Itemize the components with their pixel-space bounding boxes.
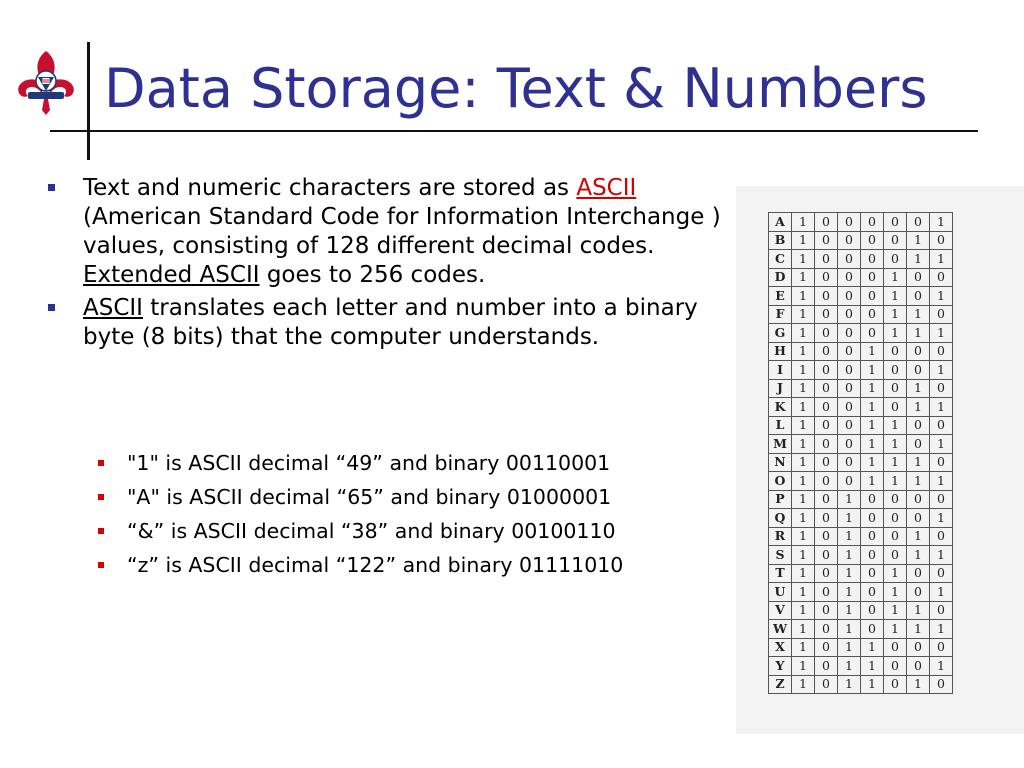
ascii-bit-cell: 0 — [838, 213, 861, 232]
ascii-row — [769, 546, 953, 565]
ascii-bit-cell: 0 — [930, 342, 953, 361]
ascii-bit-cell: 0 — [815, 527, 838, 546]
fleur-de-lis-logo-icon — [14, 48, 78, 120]
ascii-bit-cell: 1 — [792, 268, 815, 287]
extended-ascii-link[interactable]: Extended ASCII — [83, 262, 260, 288]
ascii-bit-cell: 1 — [907, 472, 930, 491]
ascii-bit-cell: 0 — [884, 379, 907, 398]
ascii-bit-cell: 1 — [838, 620, 861, 639]
ascii-bit-cell: 1 — [930, 546, 953, 565]
ascii-bit-cell: 1 — [907, 546, 930, 565]
ascii-bit-cell: 1 — [930, 509, 953, 528]
ascii-bit-cell: 0 — [884, 213, 907, 232]
ascii-bit-cell: 1 — [792, 490, 815, 509]
ascii-bit-cell: 0 — [930, 453, 953, 472]
ascii-bit-cell: 1 — [792, 546, 815, 565]
ascii-bit-cell: 1 — [907, 305, 930, 324]
ascii-bit-cell: 0 — [861, 213, 884, 232]
ascii-bit-cell: 1 — [838, 583, 861, 602]
ascii-bit-cell: 0 — [930, 379, 953, 398]
ascii-bit-cell: 1 — [792, 675, 815, 694]
ascii-bit-cell: 0 — [907, 583, 930, 602]
ascii-bit-cell: 0 — [907, 564, 930, 583]
ascii-bit-cell: 0 — [815, 231, 838, 250]
ascii-bit-cell: 0 — [838, 305, 861, 324]
ascii-bit-cell: 1 — [907, 601, 930, 620]
ascii-bit-cell: 0 — [815, 546, 838, 565]
ascii-bit-cell: 0 — [838, 398, 861, 417]
ascii-bit-cell: 1 — [861, 435, 884, 454]
ascii-bit-cell: 0 — [884, 638, 907, 657]
ascii-bit-cell: 1 — [838, 546, 861, 565]
ascii-bit-cell: 0 — [884, 657, 907, 676]
ascii-bit-cell: 1 — [838, 490, 861, 509]
ascii-row — [769, 324, 953, 343]
ascii-row — [769, 527, 953, 546]
ascii-bit-cell: 0 — [907, 342, 930, 361]
ascii-letter-cell: F — [769, 305, 792, 324]
title-vertical-rule — [87, 42, 90, 160]
ascii-bit-cell: 0 — [815, 268, 838, 287]
ascii-bit-cell: 0 — [815, 675, 838, 694]
ascii-bit-cell: 0 — [884, 398, 907, 417]
ascii-row — [769, 453, 953, 472]
ascii-bit-cell: 1 — [792, 379, 815, 398]
ascii-bit-cell: 0 — [815, 213, 838, 232]
ascii-bit-cell: 0 — [884, 527, 907, 546]
ascii-letter-cell: M — [769, 435, 792, 454]
ascii-bit-cell: 1 — [907, 398, 930, 417]
square-bullet-icon — [48, 304, 55, 311]
ascii-bit-cell: 0 — [907, 268, 930, 287]
sub-bullet-item: “z” is ASCII decimal “122” and binary 01111010 — [98, 548, 738, 582]
ascii-letter-cell: O — [769, 472, 792, 491]
ascii-bit-cell: 1 — [861, 472, 884, 491]
ascii-bit-cell: 0 — [930, 268, 953, 287]
ascii-bit-cell: 0 — [930, 416, 953, 435]
ascii-bit-cell: 1 — [792, 361, 815, 380]
ascii-bit-cell: 0 — [838, 268, 861, 287]
ascii-bit-cell: 0 — [861, 527, 884, 546]
ascii-bit-cell: 1 — [907, 231, 930, 250]
ascii-bit-cell: 1 — [884, 305, 907, 324]
ascii-bit-cell: 0 — [861, 287, 884, 306]
ascii-bit-cell: 1 — [838, 638, 861, 657]
ascii-bit-cell: 1 — [792, 287, 815, 306]
ascii-bit-cell: 1 — [861, 657, 884, 676]
ascii-bit-cell: 1 — [838, 509, 861, 528]
ascii-bit-cell: 1 — [792, 305, 815, 324]
ascii-letter-cell: E — [769, 287, 792, 306]
bullet-ascii-storage: Text and numeric characters are stored as ASCII (American Standard Code for Information Interchange ) values, consisting of 128 different decimal codes. Extended ASCII goes to 256 codes. — [48, 174, 738, 290]
ascii-bit-cell: 1 — [861, 453, 884, 472]
ascii-bit-cell: 1 — [792, 231, 815, 250]
ascii-letter-cell: G — [769, 324, 792, 343]
ascii-bit-cell: 0 — [838, 250, 861, 269]
ascii-bit-cell: 1 — [884, 472, 907, 491]
ascii-letter-cell: C — [769, 250, 792, 269]
ascii-bit-cell: 1 — [930, 583, 953, 602]
ascii-bit-cell: 1 — [907, 527, 930, 546]
ascii-row — [769, 620, 953, 639]
ascii-bit-cell: 0 — [838, 435, 861, 454]
ascii-bit-cell: 1 — [838, 675, 861, 694]
ascii-row — [769, 305, 953, 324]
ascii-bit-cell: 1 — [930, 324, 953, 343]
ascii-row — [769, 657, 953, 676]
ascii-bit-cell: 0 — [907, 287, 930, 306]
ascii-bit-cell: 1 — [861, 379, 884, 398]
ascii-letter-cell: I — [769, 361, 792, 380]
ascii-bit-cell: 0 — [815, 620, 838, 639]
ascii-bit-cell: 1 — [907, 453, 930, 472]
ascii-row — [769, 379, 953, 398]
ascii-bit-cell: 0 — [930, 527, 953, 546]
ascii-link[interactable]: ASCII — [576, 175, 637, 201]
ascii-bit-cell: 0 — [815, 638, 838, 657]
square-bullet-icon — [98, 494, 104, 500]
ascii-bit-cell: 0 — [930, 305, 953, 324]
ascii-letter-cell: Z — [769, 675, 792, 694]
ascii-bit-cell: 0 — [815, 398, 838, 417]
ascii-bit-cell: 0 — [815, 324, 838, 343]
ascii-row — [769, 472, 953, 491]
ascii-bit-cell: 1 — [884, 583, 907, 602]
ascii-bit-cell: 0 — [884, 490, 907, 509]
ascii-bit-cell: 0 — [884, 675, 907, 694]
ascii-row — [769, 416, 953, 435]
ascii-row — [769, 287, 953, 306]
ascii-row — [769, 213, 953, 232]
ascii-bit-cell: 1 — [930, 250, 953, 269]
ascii-bit-cell: 1 — [930, 435, 953, 454]
ascii-bit-cell: 1 — [792, 601, 815, 620]
ascii-bit-cell: 0 — [907, 509, 930, 528]
ascii-letter-cell: X — [769, 638, 792, 657]
ascii-row — [769, 675, 953, 694]
ascii-bit-cell: 0 — [861, 564, 884, 583]
ascii-bit-cell: 0 — [930, 564, 953, 583]
square-bullet-icon — [98, 460, 104, 466]
ascii-bit-cell: 0 — [907, 213, 930, 232]
ascii-bit-cell: 0 — [930, 490, 953, 509]
ascii-bit-cell: 0 — [815, 379, 838, 398]
ascii-bit-cell: 0 — [815, 490, 838, 509]
ascii-bit-cell: 0 — [838, 361, 861, 380]
ascii-bit-cell: 1 — [792, 342, 815, 361]
ascii-bit-cell: 0 — [930, 601, 953, 620]
ascii-bit-cell: 0 — [861, 490, 884, 509]
ascii-bit-cell: 0 — [815, 435, 838, 454]
ascii-row — [769, 509, 953, 528]
ascii-bit-cell: 1 — [884, 564, 907, 583]
ascii-bit-cell: 0 — [861, 324, 884, 343]
ascii-row — [769, 342, 953, 361]
square-bullet-icon — [98, 562, 104, 568]
ascii-bit-cell: 1 — [884, 601, 907, 620]
ascii-letter-cell: A — [769, 213, 792, 232]
ascii-bit-cell: 0 — [907, 490, 930, 509]
ascii-bit-cell: 1 — [907, 250, 930, 269]
ascii-letter-cell: J — [769, 379, 792, 398]
ascii-bit-cell: 1 — [792, 472, 815, 491]
ascii-bit-cell: 0 — [861, 250, 884, 269]
ascii-bit-cell: 0 — [907, 657, 930, 676]
ascii-bit-cell: 0 — [815, 472, 838, 491]
square-bullet-icon — [98, 528, 104, 534]
ascii-bit-cell: 0 — [861, 231, 884, 250]
ascii-bit-cell: 1 — [838, 564, 861, 583]
ascii-letter-cell: H — [769, 342, 792, 361]
ascii-bit-cell: 1 — [792, 509, 815, 528]
ascii-bit-cell: 0 — [838, 342, 861, 361]
ascii-bit-cell: 1 — [884, 416, 907, 435]
ascii-bit-cell: 1 — [884, 268, 907, 287]
ascii-letter-cell: Y — [769, 657, 792, 676]
ascii-bit-cell: 1 — [792, 564, 815, 583]
ascii-bit-cell: 0 — [930, 638, 953, 657]
ascii-bit-cell: 0 — [815, 287, 838, 306]
ascii-bit-cell: 0 — [884, 361, 907, 380]
ascii-bit-cell: 0 — [838, 453, 861, 472]
ascii-letter-cell: V — [769, 601, 792, 620]
ascii-letter-cell: B — [769, 231, 792, 250]
ascii-bit-cell: 0 — [861, 546, 884, 565]
ascii-letter-cell: S — [769, 546, 792, 565]
main-bullet-list — [48, 174, 738, 356]
ascii-row — [769, 250, 953, 269]
ascii-row — [769, 361, 953, 380]
ascii-bit-cell: 1 — [930, 361, 953, 380]
ascii-bit-cell: 0 — [838, 416, 861, 435]
ascii-bit-cell: 0 — [884, 342, 907, 361]
ascii-bit-cell: 0 — [907, 416, 930, 435]
ascii-bit-cell: 1 — [884, 453, 907, 472]
ascii-bit-cell: 1 — [907, 675, 930, 694]
ascii-letter-cell: L — [769, 416, 792, 435]
bullet-ascii-translation: ASCII translates each letter and number into a binary byte (8 bits) that the computer understands. — [48, 294, 738, 352]
ascii-bit-cell: 0 — [907, 361, 930, 380]
ascii-bit-cell: 0 — [815, 564, 838, 583]
ascii-bit-cell: 0 — [884, 546, 907, 565]
ascii-bit-cell: 0 — [815, 361, 838, 380]
ascii-bit-cell: 1 — [884, 324, 907, 343]
ascii-bit-cell: 0 — [884, 509, 907, 528]
ascii-bit-cell: 1 — [838, 657, 861, 676]
ascii-bit-cell: 1 — [792, 657, 815, 676]
ascii-bit-cell: 0 — [838, 472, 861, 491]
ascii-letter-cell: D — [769, 268, 792, 287]
ascii-bit-cell: 1 — [792, 250, 815, 269]
ascii-bit-cell: 1 — [792, 453, 815, 472]
ascii-row — [769, 564, 953, 583]
ascii-bit-cell: 0 — [815, 601, 838, 620]
ascii-bit-cell: 1 — [907, 379, 930, 398]
ascii-bit-cell: 0 — [930, 231, 953, 250]
ascii-bit-cell: 1 — [792, 324, 815, 343]
sub-bullet-item: “&” is ASCII decimal “38” and binary 00100110 — [98, 514, 738, 548]
square-bullet-icon — [48, 184, 55, 191]
ascii-bit-cell: 1 — [861, 638, 884, 657]
ascii-bit-cell: 0 — [838, 324, 861, 343]
ascii-row — [769, 638, 953, 657]
ascii-bit-cell: 1 — [792, 416, 815, 435]
ascii-bit-cell: 1 — [930, 398, 953, 417]
ascii-bit-cell: 0 — [861, 268, 884, 287]
ascii-bit-cell: 1 — [792, 213, 815, 232]
title-horizontal-rule — [50, 130, 978, 132]
ascii-row — [769, 601, 953, 620]
ascii-row — [769, 583, 953, 602]
ascii-bit-cell: 0 — [815, 250, 838, 269]
ascii-letter-cell: K — [769, 398, 792, 417]
ascii-bit-cell: 0 — [861, 620, 884, 639]
ascii-bit-cell: 1 — [792, 583, 815, 602]
ascii-bit-cell: 1 — [884, 287, 907, 306]
ascii-bit-cell: 0 — [838, 379, 861, 398]
ascii-bit-cell: 1 — [792, 435, 815, 454]
slide-title: Data Storage: Text & Numbers — [104, 57, 928, 120]
ascii-bit-cell: 1 — [930, 287, 953, 306]
ascii-letter-cell: U — [769, 583, 792, 602]
ascii-bit-cell: 1 — [930, 213, 953, 232]
ascii-bit-cell: 0 — [815, 305, 838, 324]
ascii-bit-cell: 0 — [907, 435, 930, 454]
ascii-bit-cell: 1 — [907, 620, 930, 639]
ascii-bit-cell: 0 — [861, 583, 884, 602]
ascii-row — [769, 398, 953, 417]
ascii-bit-cell: 0 — [815, 342, 838, 361]
ascii-bit-cell: 1 — [792, 398, 815, 417]
ascii-bit-cell: 0 — [815, 509, 838, 528]
ascii-bit-cell: 0 — [861, 305, 884, 324]
ascii-bit-cell: 0 — [838, 231, 861, 250]
ascii-bit-cell: 0 — [838, 287, 861, 306]
ascii-bit-cell: 1 — [861, 398, 884, 417]
ascii-letter-cell: P — [769, 490, 792, 509]
ascii-bit-cell: 0 — [884, 231, 907, 250]
ascii-bit-cell: 1 — [884, 620, 907, 639]
ascii-letter-cell: R — [769, 527, 792, 546]
ascii-bit-cell: 1 — [838, 601, 861, 620]
ascii-bit-cell: 0 — [907, 638, 930, 657]
ascii-letter-cell: Q — [769, 509, 792, 528]
ascii-letter-cell: N — [769, 453, 792, 472]
ascii-bit-cell: 0 — [815, 583, 838, 602]
ascii-bit-cell: 0 — [930, 675, 953, 694]
ascii-link-2[interactable]: ASCII — [83, 295, 143, 321]
example-sub-bullet-list — [98, 446, 738, 582]
ascii-bit-cell: 1 — [930, 620, 953, 639]
ascii-bit-cell: 0 — [815, 416, 838, 435]
ascii-binary-table — [768, 212, 953, 694]
ascii-bit-cell: 1 — [861, 361, 884, 380]
sub-bullet-item: "1" is ASCII decimal “49” and binary 00110001 — [98, 446, 738, 480]
ascii-bit-cell: 1 — [861, 416, 884, 435]
ascii-letter-cell: W — [769, 620, 792, 639]
ascii-bit-cell: 1 — [792, 620, 815, 639]
ascii-bit-cell: 0 — [861, 601, 884, 620]
ascii-bit-cell: 1 — [792, 638, 815, 657]
ascii-bit-cell: 0 — [815, 657, 838, 676]
ascii-bit-cell: 0 — [884, 250, 907, 269]
ascii-bit-cell: 1 — [861, 342, 884, 361]
sub-bullet-item: "A" is ASCII decimal “65” and binary 01000001 — [98, 480, 738, 514]
ascii-bit-cell: 1 — [861, 675, 884, 694]
ascii-row — [769, 435, 953, 454]
ascii-bit-cell: 1 — [930, 657, 953, 676]
ascii-row — [769, 490, 953, 509]
ascii-bit-cell: 1 — [884, 435, 907, 454]
ascii-bit-cell: 1 — [907, 324, 930, 343]
ascii-bit-cell: 1 — [838, 527, 861, 546]
ascii-bit-cell: 0 — [861, 509, 884, 528]
ascii-bit-cell: 1 — [792, 527, 815, 546]
ascii-bit-cell: 0 — [815, 453, 838, 472]
ascii-row — [769, 268, 953, 287]
ascii-row — [769, 231, 953, 250]
ascii-letter-cell: T — [769, 564, 792, 583]
ascii-bit-cell: 1 — [930, 472, 953, 491]
